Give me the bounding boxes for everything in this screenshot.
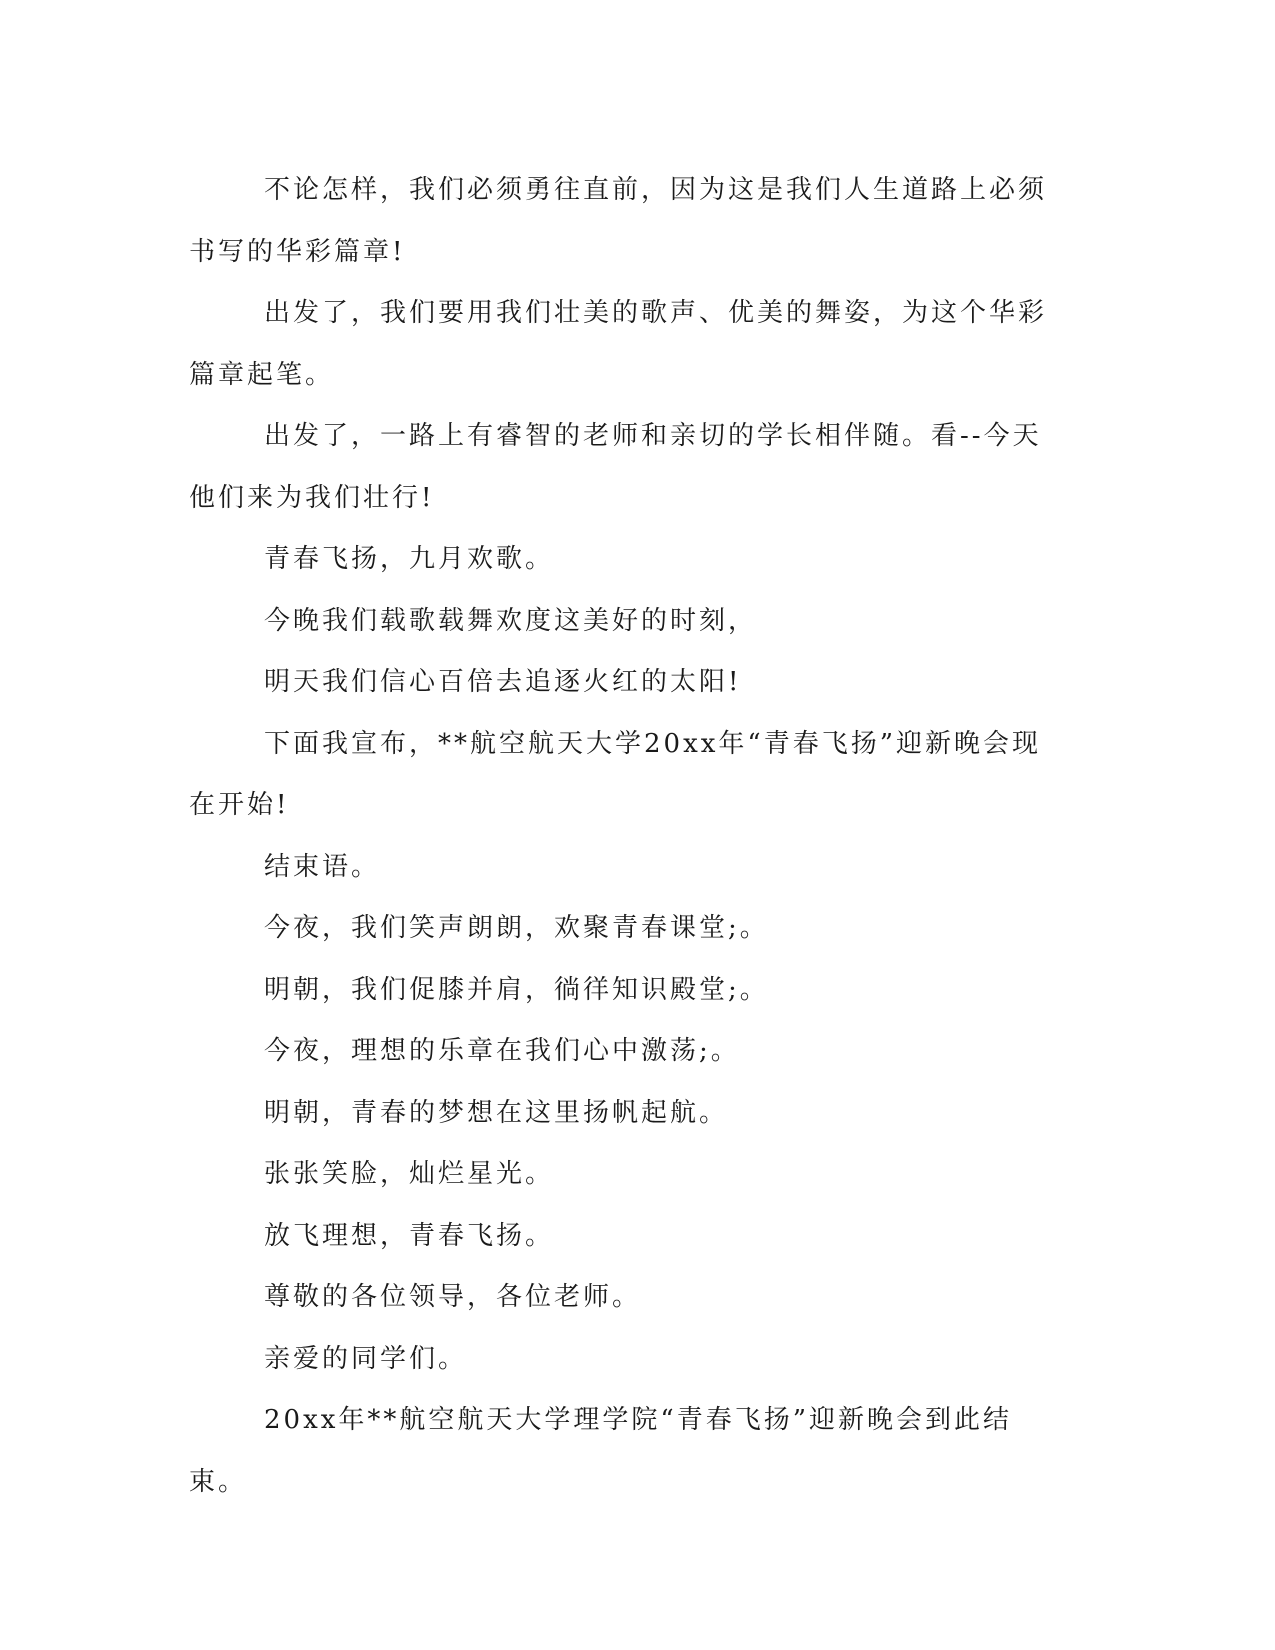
paragraph: 放飞理想，青春飞扬。	[264, 1220, 555, 1251]
paragraph: 20xx年**航空航天大学理学院“青春飞扬”迎新晚会到此结束。	[189, 1405, 1012, 1497]
paragraph: 今晚我们载歌载舞欢度这美好的时刻，	[264, 605, 758, 636]
paragraph: 亲爱的同学们。	[264, 1343, 468, 1374]
paragraph: 出发了，我们要用我们壮美的歌声、优美的舞姿，为这个华彩篇章起笔。	[189, 298, 1048, 390]
paragraph: 今夜，我们笑声朗朗，欢聚青春课堂;。	[264, 913, 769, 943]
paragraph: 明朝，青春的梦想在这里扬帆起航。	[264, 1097, 729, 1128]
paragraph: 张张笑脸，灿烂星光。	[264, 1159, 555, 1189]
document-body	[189, 160, 1069, 1513]
paragraph: 尊敬的各位领导，各位老师。	[264, 1282, 642, 1312]
paragraph: 结束语。	[264, 851, 381, 882]
paragraph: 下面我宣布，**航空航天大学20xx年“青春飞扬”迎新晚会现在开始!	[189, 728, 1041, 820]
paragraph: 青春飞扬，九月欢歌。	[264, 544, 555, 574]
paragraph: 今夜，理想的乐章在我们心中激荡;。	[264, 1036, 740, 1066]
paragraph: 出发了，一路上有睿智的老师和亲切的学长相伴随。看--今天他们来为我们壮行!	[189, 421, 1042, 513]
paragraph: 明天我们信心百倍去追逐火红的太阳!	[264, 667, 742, 697]
paragraph: 明朝，我们促膝并肩，徜徉知识殿堂;。	[264, 974, 769, 1005]
paragraph: 不论怎样，我们必须勇往直前，因为这是我们人生道路上必须书写的华彩篇章!	[189, 175, 1048, 267]
